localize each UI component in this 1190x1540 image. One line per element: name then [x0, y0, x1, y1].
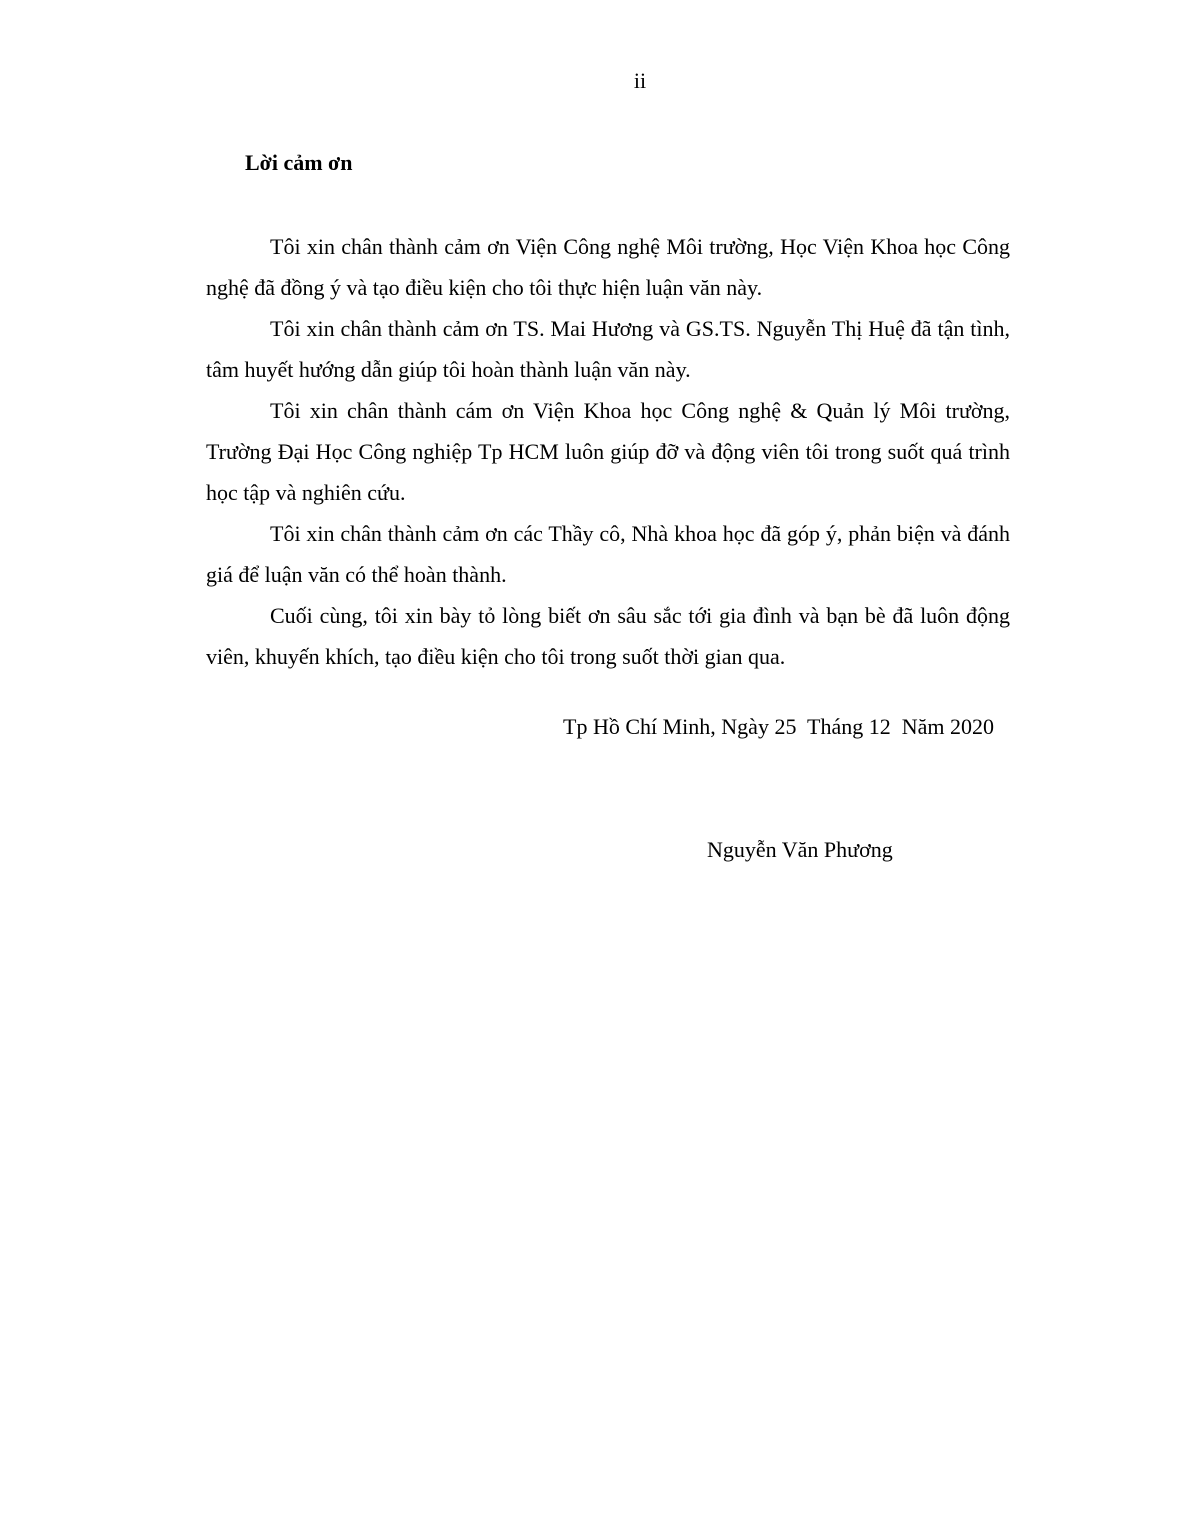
- acknowledgements-body: [206, 226, 1010, 677]
- acknowledgements-heading: Lời cảm ơn: [245, 150, 353, 175]
- paragraph-university-thanks: Tôi xin chân thành cám ơn Viện Khoa học Công nghệ & Quản lý Môi trường, Trường Đại Học Công nghiệp Tp HCM luôn giúp đỡ và động viên tôi trong suốt quá trình học tập và nghiên cứu.: [206, 398, 1010, 505]
- paragraph-supervisor-thanks: Tôi xin chân thành cảm ơn TS. Mai Hương và GS.TS. Nguyễn Thị Huệ đã tận tình, tâm huyết hướng dẫn giúp tôi hoàn thành luận văn này.: [206, 316, 1010, 382]
- author-signature-name: Nguyễn Văn Phương: [707, 837, 893, 862]
- paragraph-family-thanks: Cuối cùng, tôi xin bày tỏ lòng biết ơn sâu sắc tới gia đình và bạn bè đã luôn động viên, khuyến khích, tạo điều kiện cho tôi trong suốt thời gian qua.: [206, 603, 1010, 669]
- paragraph-reviewers-thanks: Tôi xin chân thành cảm ơn các Thầy cô, Nhà khoa học đã góp ý, phản biện và đánh giá để luận văn có thể hoàn thành.: [206, 521, 1010, 587]
- page-number: ii: [633, 68, 647, 93]
- date-place-line: Tp Hồ Chí Minh, Ngày 25 Tháng 12 Năm 2020: [563, 714, 995, 739]
- paragraph-institute-thanks: Tôi xin chân thành cảm ơn Viện Công nghệ Môi trường, Học Viện Khoa học Công nghệ đã đồng ý và tạo điều kiện cho tôi thực hiện luận văn này.: [206, 234, 1010, 300]
